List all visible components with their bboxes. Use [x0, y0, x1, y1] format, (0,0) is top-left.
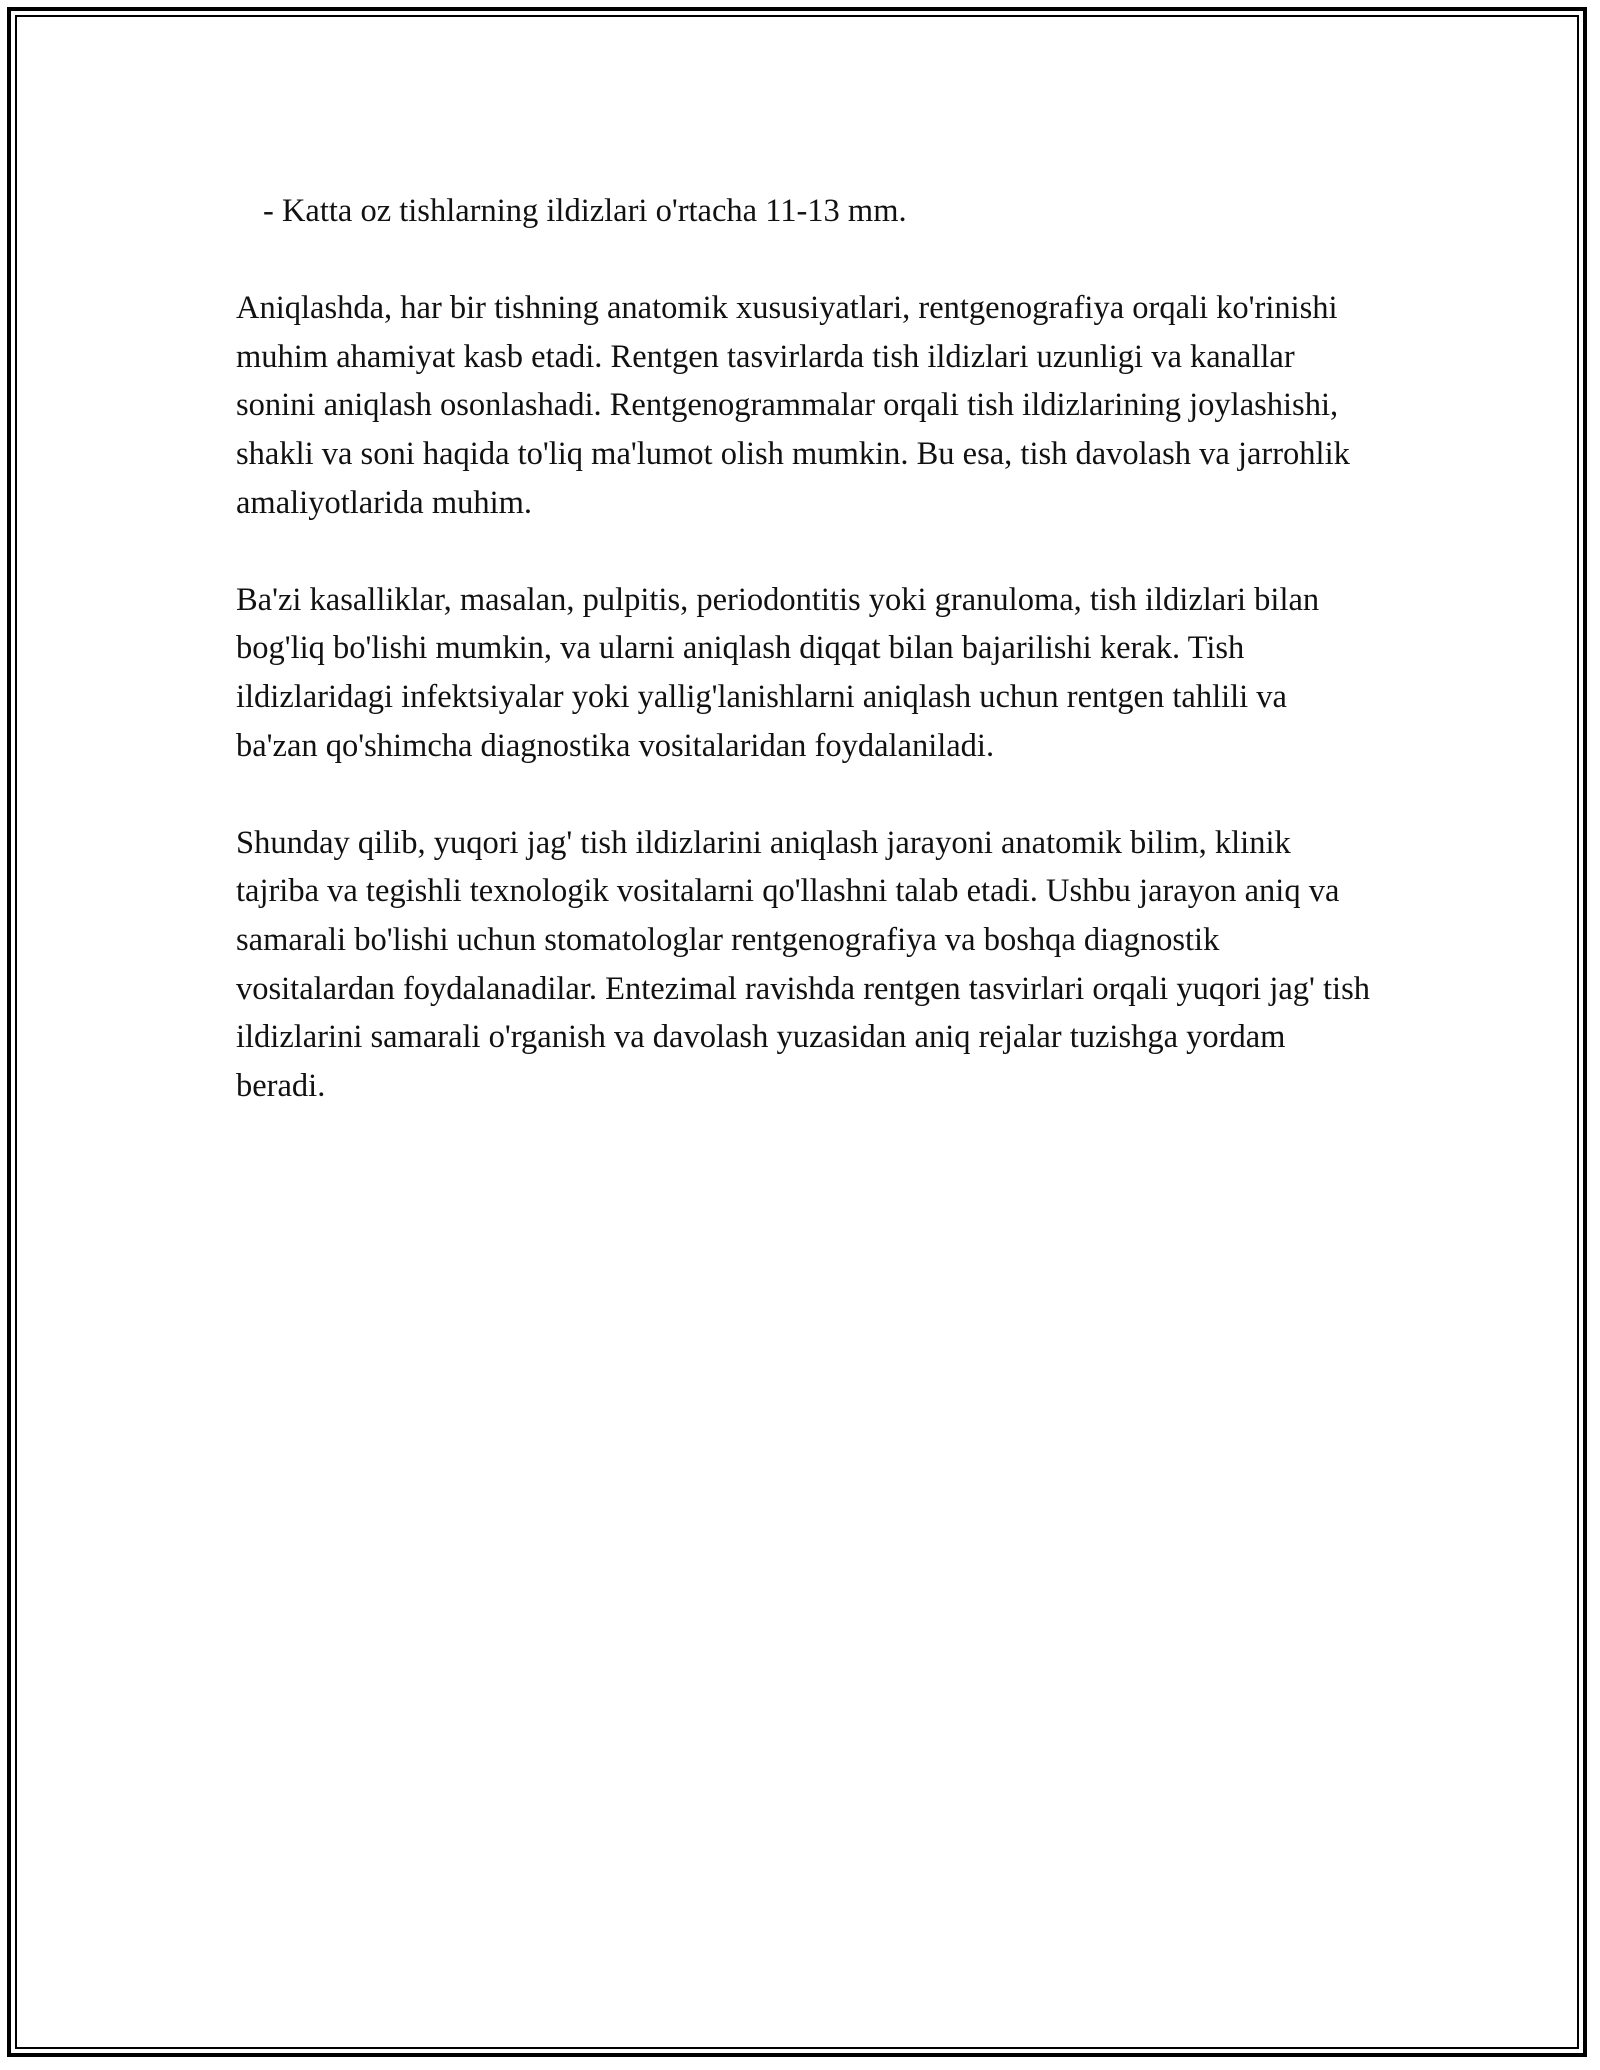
paragraph-diseases: Ba'zi kasalliklar, masalan, pulpitis, periodontitis yoki granuloma, tish ildizlari bilan bog'liq bo'lishi mumkin, va ularni aniqlash diqqat bilan bajarilishi kerak. Tish ildizlaridagi infektsiyalar yoki yallig'lanishlarni aniqlash uchun rentgen tahlili va ba'zan qo'shimcha diagnostika vositalaridan foydalaniladi. [236, 581, 1320, 764]
bullet-item: - Katta oz tishlarning ildizlari o'rtacha 11-13 mm. [263, 193, 907, 229]
document-body [236, 187, 1376, 1159]
paragraph-conclusion: Shunday qilib, yuqori jag' tish ildizlarini aniqlash jarayoni anatomik bilim, klinik tajriba va tegishli texnologik vositalarni qo'llashni talab etadi. Ushbu jarayon aniq va samarali bo'lishi uchun stomatologlar rentgenografiya va boshqa diagnostik vositalardan foydalanadilar. Entezimal ravishda rentgen tasvirlari orqali yuqori jag' tish ildizlarini samarali o'rganish va davolash yuzasidan aniq rejalar tuzishga yordam beradi. [236, 824, 1370, 1104]
paragraph-radiography: Aniqlashda, har bir tishning anatomik xususiyatlari, rentgenografiya orqali ko'rinishi muhim ahamiyat kasb etadi. Rentgen tasvirlarda tish ildizlari uzunligi va kanallar sonini aniqlash osonlashadi. Rentgenogrammalar orqali tish ildizlarining joylashishi, shakli va soni haqida to'liq ma'lumot olish mumkin. Bu esa, tish davolash va jarrohlik amaliyotlarida muhim. [236, 290, 1350, 521]
